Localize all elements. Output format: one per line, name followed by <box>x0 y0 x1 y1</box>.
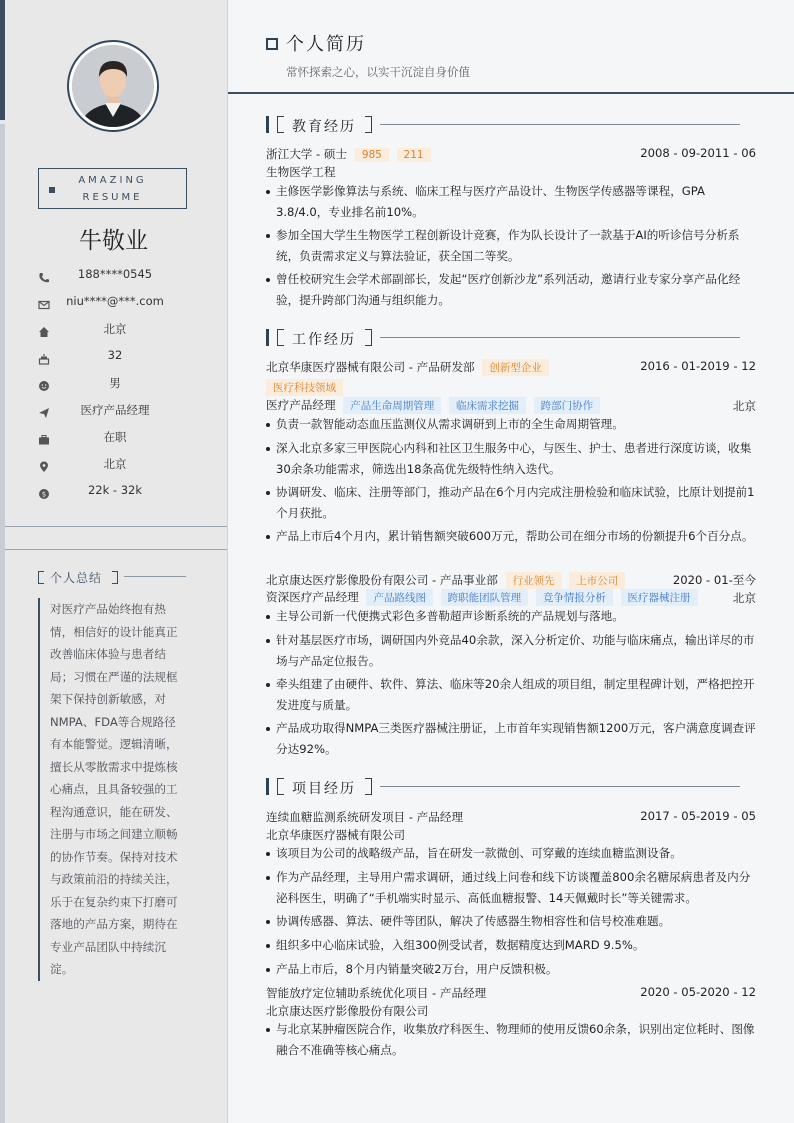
section-bar-icon <box>266 329 269 346</box>
main-content <box>228 0 794 1123</box>
bracket-right-icon <box>365 116 372 133</box>
avatar-photo <box>72 45 154 127</box>
section-title: 工作经历 <box>292 332 356 348</box>
bracket-left-icon <box>277 329 284 346</box>
bracket-left-icon <box>277 778 284 795</box>
gender-value: 男 <box>109 376 121 390</box>
page-title: 个人简历 <box>286 34 366 55</box>
section-bar-icon <box>266 778 269 795</box>
bullet-icon <box>266 944 270 948</box>
bullet-icon <box>266 447 270 451</box>
list-item: 作为产品经理，主导用户需求调研，通过线上问卷和线下访谈覆盖800余名糖尿病患者及内分泌科医生，明确了“手机端实时显示、高低血糖报警、14天佩戴时长”等关键需求。 <box>266 867 756 909</box>
badge-line-1: AMAZING <box>78 175 147 186</box>
phone-value: 188****0545 <box>77 267 153 281</box>
bullet-icon <box>266 1028 270 1032</box>
info-row-phone <box>0 267 227 285</box>
job-1-company-row <box>266 359 549 376</box>
avatar <box>67 40 159 132</box>
job-1-company-tag-row <box>262 379 343 396</box>
list-item: 产品成功取得NMPA三类医疗器械注册证，上市首年实现销售额1200万元，客户满意度调查评分达92%。 <box>266 718 756 760</box>
role-name: 资深医疗产品经理 <box>266 590 359 604</box>
bracket-left-icon <box>38 571 44 584</box>
project-2-company: 北京康达医疗影像股份有限公司 <box>266 1004 429 1018</box>
list-item: 主修医学影像算法与系统、临床工程与医疗产品设计、生物医学传感器等课程，GPA 3.8/4.0，专业排名前10%。 <box>266 181 756 223</box>
project-1-company: 北京华康医疗器械有限公司 <box>266 828 406 842</box>
skill-tag: 竞争情报分析 <box>536 589 613 606</box>
job-1-city: 北京 <box>732 399 756 413</box>
list-item: 该项目为公司的战略级产品，旨在研发一款微创、可穿戴的连续血糖监测设备。 <box>266 843 756 864</box>
job-2-role-row <box>266 589 698 606</box>
list-item: 针对基层医疗市场，调研国内外竞品40余款，深入分析定价、功能与临床痛点，输出详尽的市场与产品定位报告。 <box>266 630 756 672</box>
resume-badge <box>38 168 187 209</box>
list-item: 产品上市后4个月内，累计销售额突破600万元，帮助公司在细分市场的份额提升6个百分点。 <box>266 526 756 547</box>
skill-tag: 产品生命周期管理 <box>343 397 441 414</box>
list-item: 组织多中心临床试验，入组300例受试者，数据精度达到MARD 9.5%。 <box>266 935 756 956</box>
list-item: 曾任校研究生会学术部副部长，发起“医疗创新沙龙”系列活动，邀请行业专家分享产品化经验，提升跨部门沟通与组织能力。 <box>266 269 756 311</box>
job-1-period: 2016 - 01-2019 - 12 <box>640 359 756 373</box>
list-item: 主导公司新一代便携式彩色多普勒超声诊断系统的产品规划与落地。 <box>266 606 756 627</box>
location-value: 北京 <box>103 457 127 471</box>
job-2-company-row <box>266 572 625 589</box>
bullet-icon <box>266 683 270 687</box>
bullet-icon <box>266 278 270 282</box>
summary-heading <box>38 569 198 585</box>
title-square-icon <box>266 38 278 50</box>
school-tag: 211 <box>397 148 431 162</box>
list-item: 与北京某肿瘤医院合作，收集放疗科医生、物理师的使用反馈60余条，识别出定位耗时、图像融合不准确等核心痛点。 <box>266 1019 756 1061</box>
skill-tag: 医疗器械注册 <box>621 589 698 606</box>
email-value: niu****@***.com <box>66 294 164 308</box>
section-bar-icon <box>266 116 269 133</box>
education-school-row <box>266 146 431 162</box>
list-item: 参加全国大学生生物医学工程创新设计竞赛，作为队长设计了一款基于AI的听诊信号分析系统，负责需求定义与算法验证，获全国二等奖。 <box>266 225 756 267</box>
info-row-position <box>0 402 227 420</box>
sidebar-accent-stripe <box>0 0 5 120</box>
project-2-period: 2020 - 05-2020 - 12 <box>640 985 756 999</box>
bullet-icon <box>266 920 270 924</box>
list-item: 牵头组建了由硬件、软件、算法、临床等20余人组成的项目组，制定里程碑计划，严格把控开发进度与质量。 <box>266 674 756 716</box>
skill-tag: 产品路线图 <box>366 589 433 606</box>
skill-tag: 跨部门协作 <box>534 397 601 414</box>
company-tag: 创新型企业 <box>482 359 549 376</box>
info-row-age <box>0 348 227 366</box>
bullet-icon <box>266 727 270 731</box>
info-row-gender <box>0 375 227 393</box>
company-tag: 医疗科技领域 <box>266 379 343 396</box>
summary-title: 个人总结 <box>50 571 103 585</box>
bullet-icon <box>266 423 270 427</box>
school-tag: 985 <box>355 148 389 162</box>
bracket-right-icon <box>112 571 118 584</box>
bullet-icon <box>266 535 270 539</box>
candidate-name: 牛敬业 <box>79 228 148 254</box>
bracket-right-icon <box>365 778 372 795</box>
list-item: 产品上市后，8个月内销量突破2万台，用户反馈积极。 <box>266 959 756 980</box>
page-subtitle: 常怀探索之心，以实干沉淀自身价值 <box>286 65 470 79</box>
bullet-icon <box>266 639 270 643</box>
svg-text:$: $ <box>41 490 47 499</box>
school-name: 浙江大学 - 硕士 <box>266 147 348 161</box>
section-title: 教育经历 <box>292 119 356 135</box>
list-item: 负责一款智能动态血压监测仪从需求调研到上市的全生命周期管理。 <box>266 414 756 435</box>
list-item: 协调研发、临床、注册等部门，推动产品在6个月内完成注册检验和临床试验，比原计划提前1个月获批。 <box>266 482 756 524</box>
role-name: 医疗产品经理 <box>266 398 336 412</box>
section-rule <box>380 786 740 787</box>
section-rule <box>380 337 740 338</box>
age-value: 32 <box>107 348 123 362</box>
position-value: 医疗产品经理 <box>80 403 150 417</box>
status-value: 在职 <box>103 430 127 444</box>
education-period: 2008 - 09-2011 - 06 <box>640 146 756 160</box>
badge-line-2: RESUME <box>82 192 143 203</box>
salary-value: 22k - 32k <box>87 483 143 497</box>
hometown-value: 北京 <box>103 322 127 336</box>
bullet-icon <box>266 234 270 238</box>
section-work-heading <box>266 329 756 347</box>
company-tag: 行业领先 <box>506 572 562 589</box>
section-rule <box>380 124 740 125</box>
job-1-role-row <box>266 397 600 414</box>
summary-text: 对医疗产品始终抱有热情，相信好的设计能真正改善临床体验与患者结局；习惯在严谨的法规框架下保持创新敏感，对NMPA、FDA等合规路径有本能警觉。逻辑清晰，擅长从零散需求中提炼核心痛点，且具备较强的工程沟通意识，能在研发、注册与市场之间建立顺畅的协作节奏。保持对技术与政策前沿的持续关注，乐于在复杂约束下打磨可落地的产品方案，期待在专业产品团队中持续沉淀。 <box>38 598 186 981</box>
bullet-icon <box>266 491 270 495</box>
skill-tag: 跨职能团队管理 <box>441 589 529 606</box>
project-2-name: 智能放疗定位辅助系统优化项目 - 产品经理 <box>266 986 487 1000</box>
company-tag: 上市公司 <box>569 572 625 589</box>
list-item: 协调传感器、算法、硬件等团队，解决了传感器生物相容性和信号校准难题。 <box>266 911 756 932</box>
bracket-right-icon <box>365 329 372 346</box>
header-rule <box>228 92 794 94</box>
education-major: 生物医学工程 <box>266 165 336 179</box>
section-title: 项目经历 <box>292 781 356 797</box>
job-2-city: 北京 <box>732 591 756 605</box>
company-name: 北京华康医疗器械有限公司 - 产品研发部 <box>266 360 475 374</box>
list-item: 深入北京多家三甲医院心内科和社区卫生服务中心，与医生、护士、患者进行深度访谈，收集30余条功能需求，筛选出18条高优先级特性纳入迭代。 <box>266 438 756 480</box>
sidebar-divider-bottom <box>5 549 227 550</box>
info-row-salary <box>0 483 227 501</box>
company-name: 北京康达医疗影像股份有限公司 - 产品事业部 <box>266 573 498 587</box>
bullet-icon <box>266 968 270 972</box>
summary-rule <box>124 576 186 577</box>
info-row-email <box>0 294 227 312</box>
section-education-heading <box>266 116 756 134</box>
skill-tag: 临床需求挖掘 <box>449 397 526 414</box>
info-row-home <box>0 321 227 339</box>
info-row-status <box>0 429 227 447</box>
sidebar-divider-top <box>5 526 227 527</box>
bullet-icon <box>266 852 270 856</box>
bracket-left-icon <box>277 116 284 133</box>
project-1-name: 连续血糖监测系统研发项目 - 产品经理 <box>266 810 464 824</box>
job-2-period: 2020 - 01-至今 <box>672 573 756 587</box>
bullet-icon <box>266 615 270 619</box>
project-1-period: 2017 - 05-2019 - 05 <box>640 809 756 823</box>
bullet-icon <box>266 876 270 880</box>
sidebar <box>0 0 228 1123</box>
info-row-location <box>0 456 227 474</box>
bullet-icon <box>266 190 270 194</box>
section-projects-heading <box>266 778 756 796</box>
